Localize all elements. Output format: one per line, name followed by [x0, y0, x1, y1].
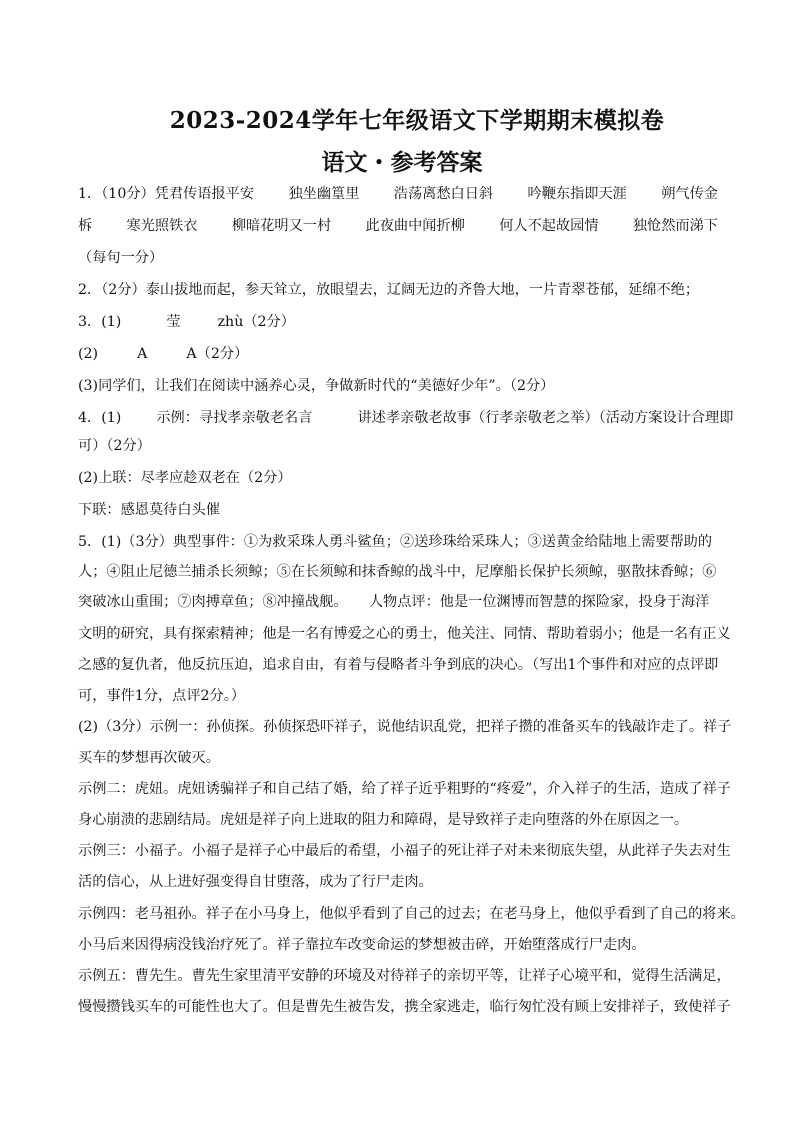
q1-prefix: 1．（10分） — [78, 186, 155, 202]
q2-text: 2．（2分）泰山拔地而起，参天耸立，放眼望去，辽阔无边的齐鲁大地，一片青翠苍郁，延绵不绝； — [78, 282, 700, 298]
q1-line-1 — [78, 184, 718, 204]
q1-answer: 朔气传金 — [661, 186, 718, 202]
q3-part-3: (3)同学们，让我们在阅读中涵养心灵，争做新时代的“美德好少年”。（2分） — [78, 378, 555, 394]
q1-answer: 独坐幽篁里 — [288, 186, 360, 202]
q5-line: 示例四：老马祖孙。祥子在小马身上，他似乎看到了自己的过去；在老马身上，他似乎看到了自己的将来。 — [78, 906, 745, 922]
q1-answer: 柳暗花明又一村 — [231, 218, 332, 234]
q1-answer: 凭君传语报平安 — [154, 186, 255, 202]
q1-note: （每句一分） — [78, 250, 164, 266]
q1-answer: 柝 — [78, 218, 93, 234]
q3-answer-a: A — [137, 346, 148, 362]
q5-line: 之感的复仇者，他反抗压迫，追求自由，有着与侵略者斗争到底的决心。（写出1个事件和对应的点评即 — [78, 657, 719, 673]
q4-part-1: 4．(1) 示例：寻找孝亲敬老名言 讲述孝亲敬老故事（行孝亲敬老之举）（活动方案设计合理即 — [78, 410, 734, 426]
q3-answer-b: zhù（2分） — [217, 314, 295, 330]
q5-line: 活的信心，从上进好强变得自甘堕落，成为了行尸走肉。 — [78, 874, 433, 890]
q3-answer-b: A（2分） — [186, 346, 249, 362]
q5-line: 慢慢攒钱买车的可能性也大了。但是曹先生被告发，携全家逃走，临行匆忙没有顾上安排祥子，致使祥子 — [78, 999, 731, 1015]
q1-answer: 独怆然而涕下 — [632, 218, 718, 234]
q5-line: 示例五：曹先生。曹先生家里清平安静的环境及对待祥子的亲切平等，让祥子心境平和，觉得生活满足， — [78, 968, 731, 984]
q4-couplet-down: 下联：感恩莫待白头催 — [78, 502, 220, 518]
q1-answer: 吟鞭东指即天涯 — [527, 186, 627, 202]
q5-line: 文明的研究，具有探索精神；他是一名有博爱之心的勇士，他关注、同情、帮助着弱小；他是一名有正义 — [78, 626, 731, 642]
q3-part-1: 3．(1) 莹 zhù（2分） — [78, 314, 295, 330]
page-subtitle: 语文・参考答案 — [321, 149, 483, 176]
q1-answer: 此夜曲中闻折柳 — [365, 218, 465, 234]
q4-couplet-up: (2)上联：尽孝应趁双老在（2分） — [78, 470, 292, 486]
q1-answer: 浩荡离愁白日斜 — [393, 186, 494, 202]
q5-line: 示例三：小福子。小福子是祥子心中最后的希望，小福子的死让祥子对未来彻底失望，从此祥子失去对生 — [78, 843, 731, 859]
q5-line: 小马后来因得病没钱治疗死了。祥子靠拉车改变命运的梦想被击碎，开始堕落成行尸走肉。 — [78, 937, 646, 953]
q5-line: (2)（3分）示例一：孙侦探。孙侦探恐吓祥子，说他结识乱党，把祥子攒的准备买车的钱敲诈走了。祥子 — [78, 719, 732, 735]
q5-line: 买车的梦想再次破灭。 — [78, 750, 220, 766]
q5-line: 5．(1)（3分）典型事件：①为救采珠人勇斗鲨鱼；②送珍珠给采珠人；③送黄金给陆地上需要帮助的 — [78, 534, 713, 550]
q5-line: 示例二：虎妞。虎妞诱骗祥子和自己结了婚，给了祥子近乎粗野的“疼爱”，介入祥子的生活，造成了祥子 — [78, 781, 731, 797]
q1-answer: 何人不起故园情 — [499, 218, 599, 234]
q1-answer: 寒光照铁衣 — [126, 218, 198, 234]
q3-part-2: (2) A A（2分） — [78, 346, 249, 362]
q1-line-2 — [78, 216, 718, 236]
q5-line: 人；④阻止尼德兰捕杀长须鲸；⑤在长须鲸和抹香鲸的战斗中，尼摩船长保护长须鲸，驱散抹香鲸；⑥ — [78, 564, 717, 580]
q5-line: 可，事件1分，点评2分。） — [78, 688, 246, 704]
q5-line: 突破冰山重围；⑦肉搏章鱼；⑧冲撞战舰。 人物点评：他是一位渊博而智慧的探险家，投身于海洋 — [78, 594, 710, 610]
page-title: 2023-2024学年七年级语文下学期期末模拟卷 — [169, 107, 665, 134]
q5-line: 身心崩溃的悲剧结局。虎妞是祥子向上进取的阻力和障碍，是导致祥子走向堕落的外在原因之一。 — [78, 812, 689, 828]
q4-part-1-cont: 可）（2分） — [78, 438, 151, 454]
q3-answer-a: 莹 — [166, 314, 181, 330]
